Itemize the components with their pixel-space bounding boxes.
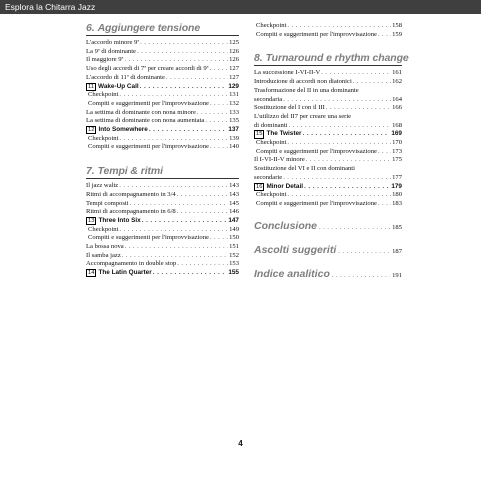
dot-leader [177, 191, 228, 200]
toc-entry [86, 100, 239, 109]
entry-page: 135 [229, 117, 239, 125]
toc-track-entry [254, 183, 402, 192]
toc-track-entry [86, 217, 239, 226]
track-number: 14 [88, 270, 95, 277]
chapter-title: Turnaround e rhythm change [265, 52, 409, 65]
toc-entry-continued: Trasformazione del II in una dominante [254, 86, 359, 94]
entry-page: 179 [391, 182, 402, 190]
entry-title: Compiti e suggerimenti per l'improvvisazione [256, 147, 377, 155]
toc-entry-continued: Sostituzione del VI e II con dominanti [254, 165, 355, 173]
toc-track-entry [86, 126, 239, 135]
toc-entry [254, 104, 402, 113]
toc-entry [86, 48, 239, 57]
entry-page: 143 [229, 190, 239, 198]
toc-right-column [254, 22, 409, 280]
entry-title: Three Into Six [98, 216, 141, 224]
entry-page: 147 [228, 216, 239, 224]
toc-entry [254, 156, 402, 165]
entry-page: 127 [229, 73, 239, 81]
entry-page: 155 [228, 269, 239, 277]
track-number: 11 [88, 83, 95, 90]
entry-title: Checkpoint [88, 225, 119, 233]
toc-entry [86, 243, 239, 252]
dot-leader [124, 56, 228, 65]
dot-leader [378, 200, 391, 209]
entry-title: di dominanti [254, 121, 288, 129]
toc-entry [86, 65, 239, 74]
toc-entry [254, 174, 402, 183]
entry-title: Compiti e suggerimenti per l'improvvisazione [256, 199, 377, 207]
entry-title: Introduzione di accordi non diatonici [254, 78, 352, 86]
entry-title: Compiti e suggerimenti per l'improvvisazione [88, 143, 209, 151]
entry-title: La 9ª di dominante [86, 47, 136, 55]
toc-entry [86, 56, 239, 65]
entry-page: 170 [392, 139, 402, 147]
entry-page: 125 [229, 39, 239, 46]
chapter-entries [86, 39, 239, 152]
toc-entry [254, 69, 402, 78]
toc-entry [86, 191, 239, 200]
toc-entry-continued: L'utilizzo del II7 per creare una serie [254, 112, 352, 120]
entry-page: 139 [229, 134, 239, 142]
dot-leader [332, 272, 390, 279]
entry-page: 183 [392, 199, 402, 207]
entry-page: 168 [392, 121, 402, 129]
entry-page: 149 [229, 225, 239, 233]
entry-page: 126 [229, 47, 239, 55]
entry-page: 166 [392, 104, 402, 112]
toc-entry [254, 139, 402, 148]
entry-title: Wake-Up Call [98, 82, 139, 90]
entry-title: Checkpoint [88, 134, 119, 142]
dot-leader [287, 22, 391, 31]
toc-entry [86, 39, 239, 48]
dot-leader [130, 200, 229, 209]
dot-leader [142, 217, 228, 226]
chapter-number: 8. [254, 52, 263, 65]
dot-leader [287, 191, 391, 200]
page-number: 4 [238, 439, 243, 448]
chapter-heading [254, 52, 409, 66]
dot-leader [378, 31, 391, 40]
entry-page: 175 [392, 156, 402, 164]
toc-back-matter-entry [254, 268, 402, 280]
entry-title: Il jazz waltz [86, 182, 119, 190]
dot-leader [197, 109, 228, 118]
dot-leader [210, 234, 228, 243]
toc-entry [86, 117, 239, 126]
entry-title: Compiti e suggerimenti per l'improvvisazione [256, 30, 377, 38]
toc-entry [86, 260, 239, 269]
entry-title: L'accordo minore 9ª [86, 39, 140, 46]
entry-page: 169 [391, 130, 402, 138]
dot-leader [209, 65, 228, 74]
chapter-number: 7. [86, 165, 95, 178]
toc-entry [254, 22, 402, 31]
chapter-title: Tempi & ritmi [97, 165, 163, 178]
dot-leader [210, 143, 228, 152]
toc-track-entry [86, 269, 239, 278]
chapter-entries [86, 182, 239, 278]
toc-entry [86, 234, 239, 243]
entry-title: Into Somewhere [98, 126, 148, 134]
entry-page: 127 [229, 65, 239, 73]
dot-leader [177, 208, 228, 217]
entry-title: Il I-VI-II-V minore [254, 156, 305, 164]
entry-page: 146 [229, 208, 239, 216]
entry-page: 158 [392, 22, 402, 29]
dot-leader [137, 48, 228, 57]
toc-entry [254, 200, 402, 209]
dot-leader [119, 226, 228, 235]
toc-entry [254, 31, 402, 40]
entry-page: 131 [229, 91, 239, 99]
entry-page: 143 [229, 182, 239, 190]
dot-leader [289, 122, 392, 131]
entry-title: secondaria [254, 95, 283, 103]
dot-leader [125, 243, 228, 252]
toc-entry [86, 252, 239, 261]
entry-page: 159 [392, 30, 402, 38]
dot-leader [119, 135, 228, 144]
toc-entry [254, 191, 402, 200]
entry-page: 145 [229, 199, 239, 207]
dot-leader [166, 74, 228, 83]
entry-title: Minor Detail [266, 182, 304, 190]
dot-leader [326, 104, 391, 113]
track-number: 13 [88, 217, 95, 224]
dot-leader [140, 39, 228, 48]
toc-entry [86, 226, 239, 235]
entry-page: 153 [229, 260, 239, 268]
chapter-number: 6. [86, 22, 95, 34]
entry-title: Ritmi di accompagnamento in 6/8 [86, 208, 176, 216]
entry-title: secondarie [254, 173, 283, 181]
back-matter-title: Indice analitico [254, 267, 330, 280]
toc-track-entry [86, 83, 239, 92]
dot-leader [153, 269, 228, 278]
toc-back-matter-entry [254, 220, 402, 232]
entry-page: 180 [392, 191, 402, 199]
toc-entry [86, 91, 239, 100]
toc-entry [254, 96, 402, 105]
entry-page: 137 [228, 126, 239, 134]
dot-leader [210, 100, 228, 109]
entry-page: 126 [229, 56, 239, 64]
dot-leader [205, 117, 228, 126]
entry-title: La bossa nova [86, 243, 124, 251]
entry-title: Compiti e suggerimenti per l'improvvisazione [88, 99, 209, 107]
toc-entry [86, 208, 239, 217]
track-number: 15 [256, 131, 263, 138]
toc-left-column [86, 22, 239, 278]
dot-leader [283, 96, 391, 105]
entry-title: L'accordo di 11ª di dominante [86, 73, 165, 81]
back-matter-title: Ascolti suggeriti [254, 243, 337, 256]
entry-page: 162 [392, 78, 402, 86]
chapter-heading [86, 22, 239, 36]
dot-leader [122, 252, 228, 261]
entry-page: 173 [392, 147, 402, 155]
toc-entry [86, 74, 239, 83]
entry-title: Compiti e suggerimenti per l'improvvisazione [88, 234, 209, 242]
dot-leader [353, 78, 391, 87]
entry-title: Il maggiore 9ª [86, 56, 124, 64]
entry-title: Il samba jazz [86, 251, 121, 259]
toc-entry [86, 143, 239, 152]
toc-entry [86, 200, 239, 209]
entry-page: 161 [392, 69, 402, 77]
entry-title: The Latin Quarter [98, 269, 152, 277]
dot-leader [303, 130, 391, 139]
dot-leader [378, 148, 391, 157]
running-header [0, 0, 481, 14]
dot-leader [149, 126, 228, 135]
toc-entry [254, 148, 402, 157]
entry-page: 191 [392, 271, 402, 279]
entry-page: 132 [229, 99, 239, 107]
entry-page: 129 [228, 82, 239, 90]
back-matter-title: Conclusione [254, 219, 318, 232]
book-title: Esplora la Chitarra Jazz [5, 2, 96, 12]
entry-title: Checkpoint [256, 139, 287, 147]
entry-page: 187 [392, 247, 402, 255]
toc-entry [86, 135, 239, 144]
entry-title: Checkpoint [88, 91, 119, 99]
entry-page: 152 [229, 251, 239, 259]
chapter-title: Aggiungere tensione [97, 22, 201, 34]
track-number: 12 [88, 127, 95, 134]
toc-entry [86, 182, 239, 191]
entry-title: Checkpoint [256, 191, 287, 199]
entry-title: Uso degli accordi di 7ª per creare accordi di 9ª [86, 65, 209, 73]
entry-title: La successione I-VI-II-V [254, 69, 321, 77]
entry-page: 140 [229, 143, 239, 151]
dot-leader [338, 248, 390, 255]
toc-entry [86, 109, 239, 118]
entry-title: Accompagnamento in double stop [86, 260, 177, 268]
dot-leader [177, 260, 228, 269]
entry-title: La settima di dominante con nona aumentata [86, 117, 205, 125]
entry-title: Sostituzione del I con il III [254, 104, 325, 112]
dot-leader [283, 174, 391, 183]
toc-track-entry [254, 130, 402, 139]
toc-entry [254, 78, 402, 87]
entry-page: 133 [229, 108, 239, 116]
dot-leader [287, 139, 391, 148]
dot-leader [119, 182, 228, 191]
chapter-heading [86, 165, 239, 179]
entry-page: 164 [392, 95, 402, 103]
toc-back-matter-entry [254, 244, 402, 256]
entry-title: Checkpoint [256, 22, 287, 29]
entry-title: The Twister [266, 130, 302, 138]
entry-title: La settima di dominante con nona minore [86, 108, 196, 116]
toc-entry [254, 122, 402, 131]
dot-leader [306, 156, 391, 165]
dot-leader [304, 183, 390, 192]
dot-leader [319, 224, 390, 231]
entry-page: 185 [392, 223, 402, 231]
dot-leader [321, 69, 391, 78]
entry-title: Ritmi di accompagnamento in 3/4 [86, 190, 176, 198]
dot-leader [140, 83, 228, 92]
dot-leader [119, 91, 228, 100]
entry-page: 177 [392, 173, 402, 181]
entry-page: 150 [229, 234, 239, 242]
entry-title: Tempi composti [86, 199, 129, 207]
track-number: 16 [256, 183, 263, 190]
entry-page: 151 [229, 243, 239, 251]
